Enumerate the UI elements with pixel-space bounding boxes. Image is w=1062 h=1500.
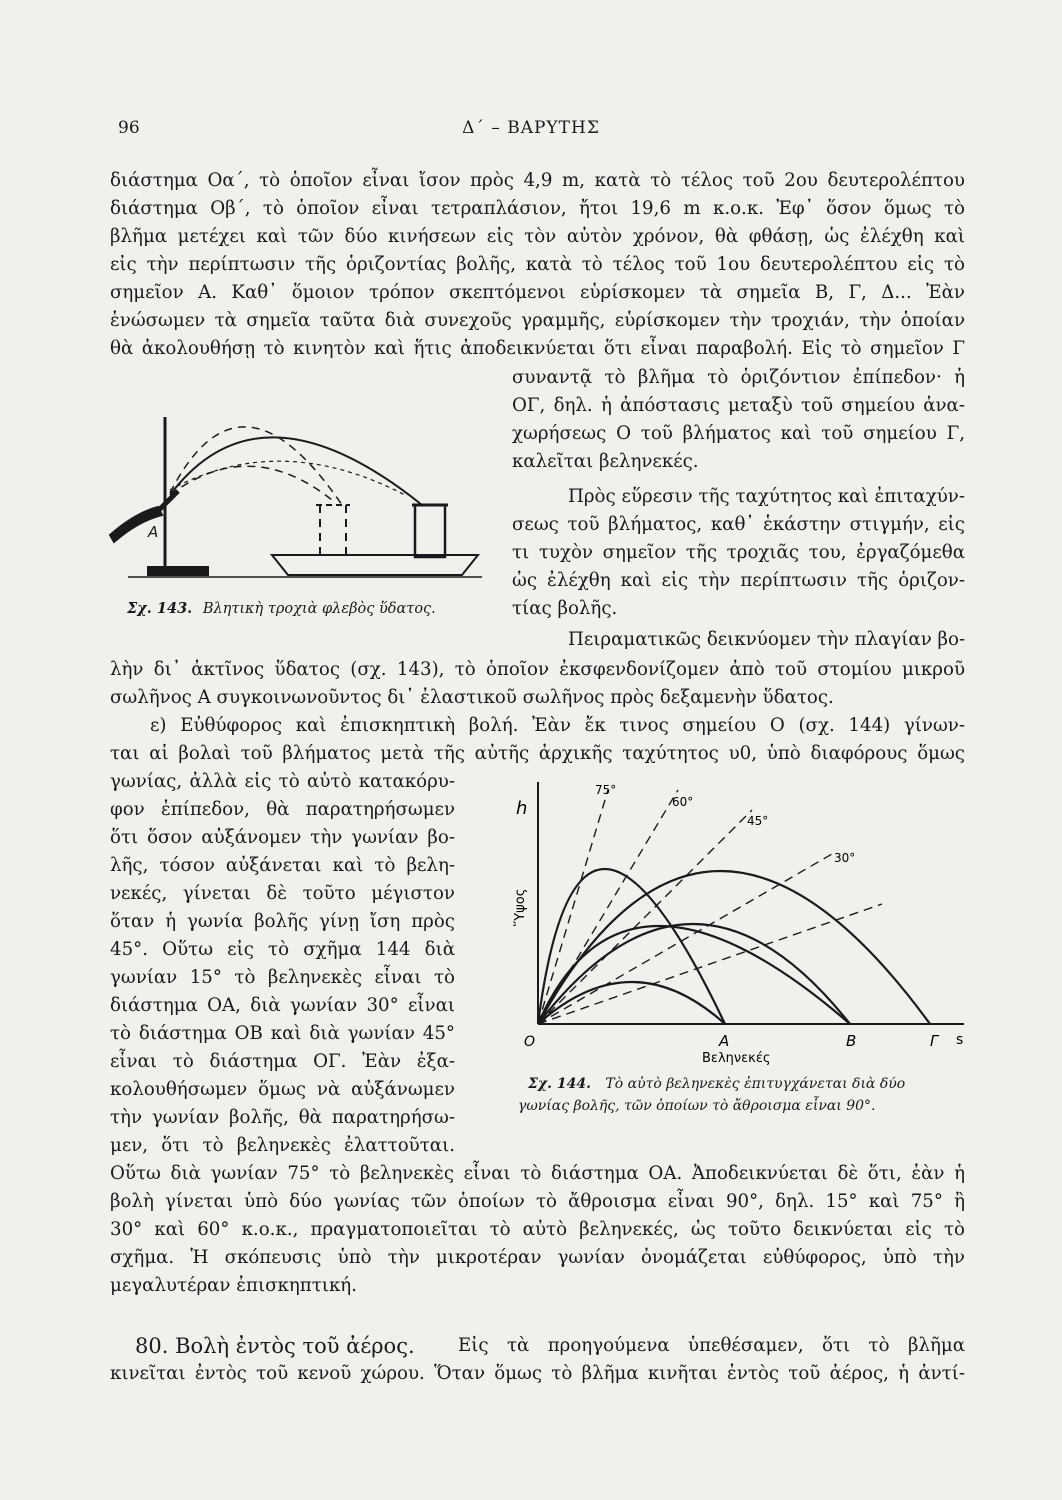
fig-144-line1: Τὸ αὐτὸ βεληνεκὲς ἐπιτυγχάνεται διὰ δύο (605, 1076, 906, 1092)
text-line: γωνίας, ἀλλὰ εἰς τὸ αὐτὸ κατακόρυ- (110, 771, 455, 792)
stand-base (148, 567, 208, 575)
fig-144-number: Σχ. 144. (528, 1076, 591, 1092)
text-line: σωλῆνος Α συγκοινωνοῦντος δι᾽ ἐλαστικοῦ σωλῆνος πρὸς δεξαμενὴν ὕδατος. (110, 687, 834, 708)
page-number: 96 (118, 118, 140, 138)
figure-143 (110, 395, 490, 595)
text-line: ἑνώσωμεν τὰ σημεῖα ταῦτα διὰ συνεχοῦς γραμμῆς, εὑρίσκομεν τὴν τροχιάν, τὴν ὁποίαν (110, 310, 965, 331)
text-line: διάστημα Οβ΄, τὸ ὁποῖον εἶναι τετραπλάσιον, ἤτοι 19,6 m κ.ο.κ. Ἐφ᾽ ὅσον ὅμως τὸ (110, 198, 965, 219)
fig-144-line2: γωνίας βολῆς, τῶν ὁποίων τὸ ἄθροισμα εἶναι 90°. (518, 1098, 876, 1114)
text-line: ε) Εὐθύφορος καὶ ἐπισκηπτικὴ βολή. Ἐὰν ἔκ τινος σημείου Ο (σχ. 144) γίνων- (150, 715, 965, 736)
fig-143-text: Βλητικὴ τροχιὰ φλεβὸς ὕδατος. (202, 601, 436, 617)
text-line: Εἰς τὰ προηγούμενα ὑπεθέσαμεν, ὅτι τὸ βλῆμα (458, 1335, 965, 1356)
text-line: 45°. Οὕτω εἰς τὸ σχῆμα 144 διὰ (110, 939, 455, 960)
angle-45-label: 45° (747, 814, 769, 828)
dir-15 (538, 904, 882, 1024)
basin (272, 555, 478, 575)
text-line: κολουθήσωμεν ὅμως νὰ αὐξάνωμεν (110, 1079, 455, 1100)
text-line: κινεῖται ἐντὸς τοῦ κενοῦ χώρου. Ὅταν ὅμως τὸ βλῆμα κινῆται ἐντὸς τοῦ ἀέρος, ἡ ἀντί- (110, 1363, 965, 1384)
label-origin: O (524, 1034, 536, 1050)
label-A: Α (148, 523, 159, 541)
text-line: συναντᾷ τὸ βλῆμα τὸ ὁριζόντιον ἐπίπεδον· ἡ (512, 367, 965, 388)
receiving-vessel (415, 505, 445, 557)
trajectory-30 (538, 924, 850, 1024)
text-line: γωνίαν 15° τὸ βεληνεκὲς εἶναι τὸ (110, 967, 455, 988)
text-line: τίας βολῆς. (512, 598, 618, 619)
text-line: τὴν γωνίαν βολῆς, θὰ παρατηρήσω- (110, 1107, 455, 1128)
text-line: θὰ ἀκολουθήσῃ τὸ κινητὸν καὶ ἥτις ἀποδεικνύεται ὅτι εἶναι παραβολή. Εἰς τὸ σημεῖον Γ (110, 338, 965, 359)
text-line: μεν, ὅτι τὸ βεληνεκὲς ἐλαττοῦται. (110, 1135, 455, 1156)
angle-75-label: 75° (595, 783, 617, 797)
angle-60-label: 60° (672, 795, 694, 809)
text-line: ΟΓ, δηλ. ἡ ἀπόστασις μεταξὺ τοῦ σημείου ἀνα- (512, 395, 965, 416)
trajectory-15 (538, 982, 725, 1024)
text-line: ὡς ἐλέχθη καὶ εἰς τὴν περίπτωσιν τῆς ὁριζον- (512, 570, 965, 591)
trajectory-75 (538, 869, 725, 1024)
label-h: h (516, 798, 528, 819)
jet-trajectory (170, 437, 422, 505)
text-line: Πρὸς εὕρεσιν τῆς ταχύτητος καὶ ἐπιταχύν- (568, 486, 965, 507)
trajectory-45 (538, 871, 930, 1024)
jet-dashed-mid (170, 461, 405, 495)
text-line: εἶναι τὸ διάστημα ΟΓ. Ἐὰν ἐξα- (110, 1051, 455, 1072)
label-s: s (956, 1032, 964, 1048)
label-A: A (719, 1032, 730, 1050)
y-axis-label: Ὕψος (513, 888, 528, 926)
text-line: μεγαλυτέραν ἐπισκηπτική. (110, 1275, 357, 1296)
text-line: τὸ διάστημα ΟΒ καὶ διὰ γωνίαν 45° (110, 1023, 455, 1044)
text-line: ὅτι ὅσον αὐξάνομεν τὴν γωνίαν βο- (110, 827, 455, 848)
fig-143-caption (127, 600, 436, 617)
text-line: διάστημα ΟΑ, διὰ γωνίαν 30° εἶναι (110, 995, 455, 1016)
text-line: λὴν δι᾽ ἀκτῖνος ὕδατος (σχ. 143), τὸ ὁποῖον ἐκσφενδονίζομεν ἀπὸ τοῦ στομίου μικροῦ (110, 659, 965, 680)
section-heading: 80. Βολὴ ἐντὸς τοῦ ἀέρος. (135, 1334, 415, 1358)
text-line: νεκές, γίνεται δὲ τοῦτο μέγιστον (110, 883, 455, 904)
text-line: τι τυχὸν σημεῖον τῆς τροχιᾶς του, ἐργαζόμεθα (512, 542, 965, 563)
text-line: καλεῖται βεληνεκές. (512, 451, 699, 472)
text-line: ὅταν ἡ γωνία βολῆς γίνῃ ἴση πρὸς (110, 911, 455, 932)
text-line: βολὴ γίνεται ὑπὸ δύο γωνίας τῶν ὁποίων τὸ ἄθροισμα εἶναι 90°, δηλ. 15° καὶ 75° ἢ (110, 1191, 965, 1212)
x-axis-label: Βεληνεκές (702, 1051, 771, 1066)
text-line: βλῆμα μετέχει καὶ τῶν δύο κινήσεων εἰς τὸν αὐτὸν χρόνον, θὰ φθάσῃ, ὡς ἐλέχθη καὶ (110, 226, 965, 247)
running-title: Δ΄ – ΒΑΡΥΤΗΣ (462, 118, 600, 138)
text-line: Πειραματικῶς δεικνύομεν τὴν πλαγίαν βο- (568, 629, 966, 650)
text-line: Οὕτω διὰ γωνίαν 75° τὸ βεληνεκὲς εἶναι τὸ διάστημα ΟΑ. Ἀποδεικνύεται δὲ ὅτι, ἐὰν ἡ (110, 1163, 965, 1184)
fig-143-number: Σχ. 143. (127, 600, 193, 617)
label-B: B (846, 1032, 857, 1050)
text-line: εἰς τὴν περίπτωσιν τῆς ὁριζοντίας βολῆς, κατὰ τὸ τέλος τοῦ 1ου δευτερολέπτου εἰς τὸ (110, 254, 965, 275)
jet-dashed-low (170, 466, 332, 500)
text-line: διάστημα Οα΄, τὸ ὁποῖον εἶναι ἴσον πρὸς 4,9 m, κατὰ τὸ τέλος τοῦ 2ου δευτερολέπτου (110, 170, 965, 191)
text-line: σχῆμα. Ἡ σκόπευσις ὑπὸ τὴν μικροτέραν γωνίαν ὀνομάζεται εὐθύφορος, ὑπὸ τὴν (110, 1247, 965, 1268)
text-line: σημεῖον Α. Καθ᾽ ὅμοιον τρόπον σκεπτόμενοι εὑρίσκομεν τὰ σημεῖα Β, Γ, Δ... Ἐὰν (110, 282, 965, 303)
text-line: φον ἐπίπεδον, θὰ παρατηρήσωμεν (110, 799, 455, 820)
fig-144-caption (518, 1076, 968, 1114)
text-line: χωρήσεως Ο τοῦ βλήματος καὶ τοῦ σημείου Γ, (512, 423, 965, 444)
text-line: 30° καὶ 60° κ.ο.κ., πραγματοποιεῖται τὸ αὐτὸ βεληνεκές, ὡς τοῦτο δεικνύεται εἰς τὸ (110, 1219, 965, 1240)
angle-30-label: 30° (834, 851, 856, 865)
trajectory-60 (538, 926, 850, 1024)
figure-144 (512, 778, 962, 1068)
text-line: ται αἱ βολαὶ τοῦ βλήματος μετὰ τῆς αὐτῆς ἀρχικῆς ταχύτητος υ0, ὑπὸ διαφόρους ὅμως (110, 743, 965, 764)
label-G: Γ (930, 1032, 939, 1050)
text-line: λῆς, τόσον αὐξάνεται καὶ τὸ βελη- (110, 855, 455, 876)
text-line: σεως τοῦ βλήματος, καθ᾽ ἑκάστην στιγμήν, εἰς (512, 514, 965, 535)
